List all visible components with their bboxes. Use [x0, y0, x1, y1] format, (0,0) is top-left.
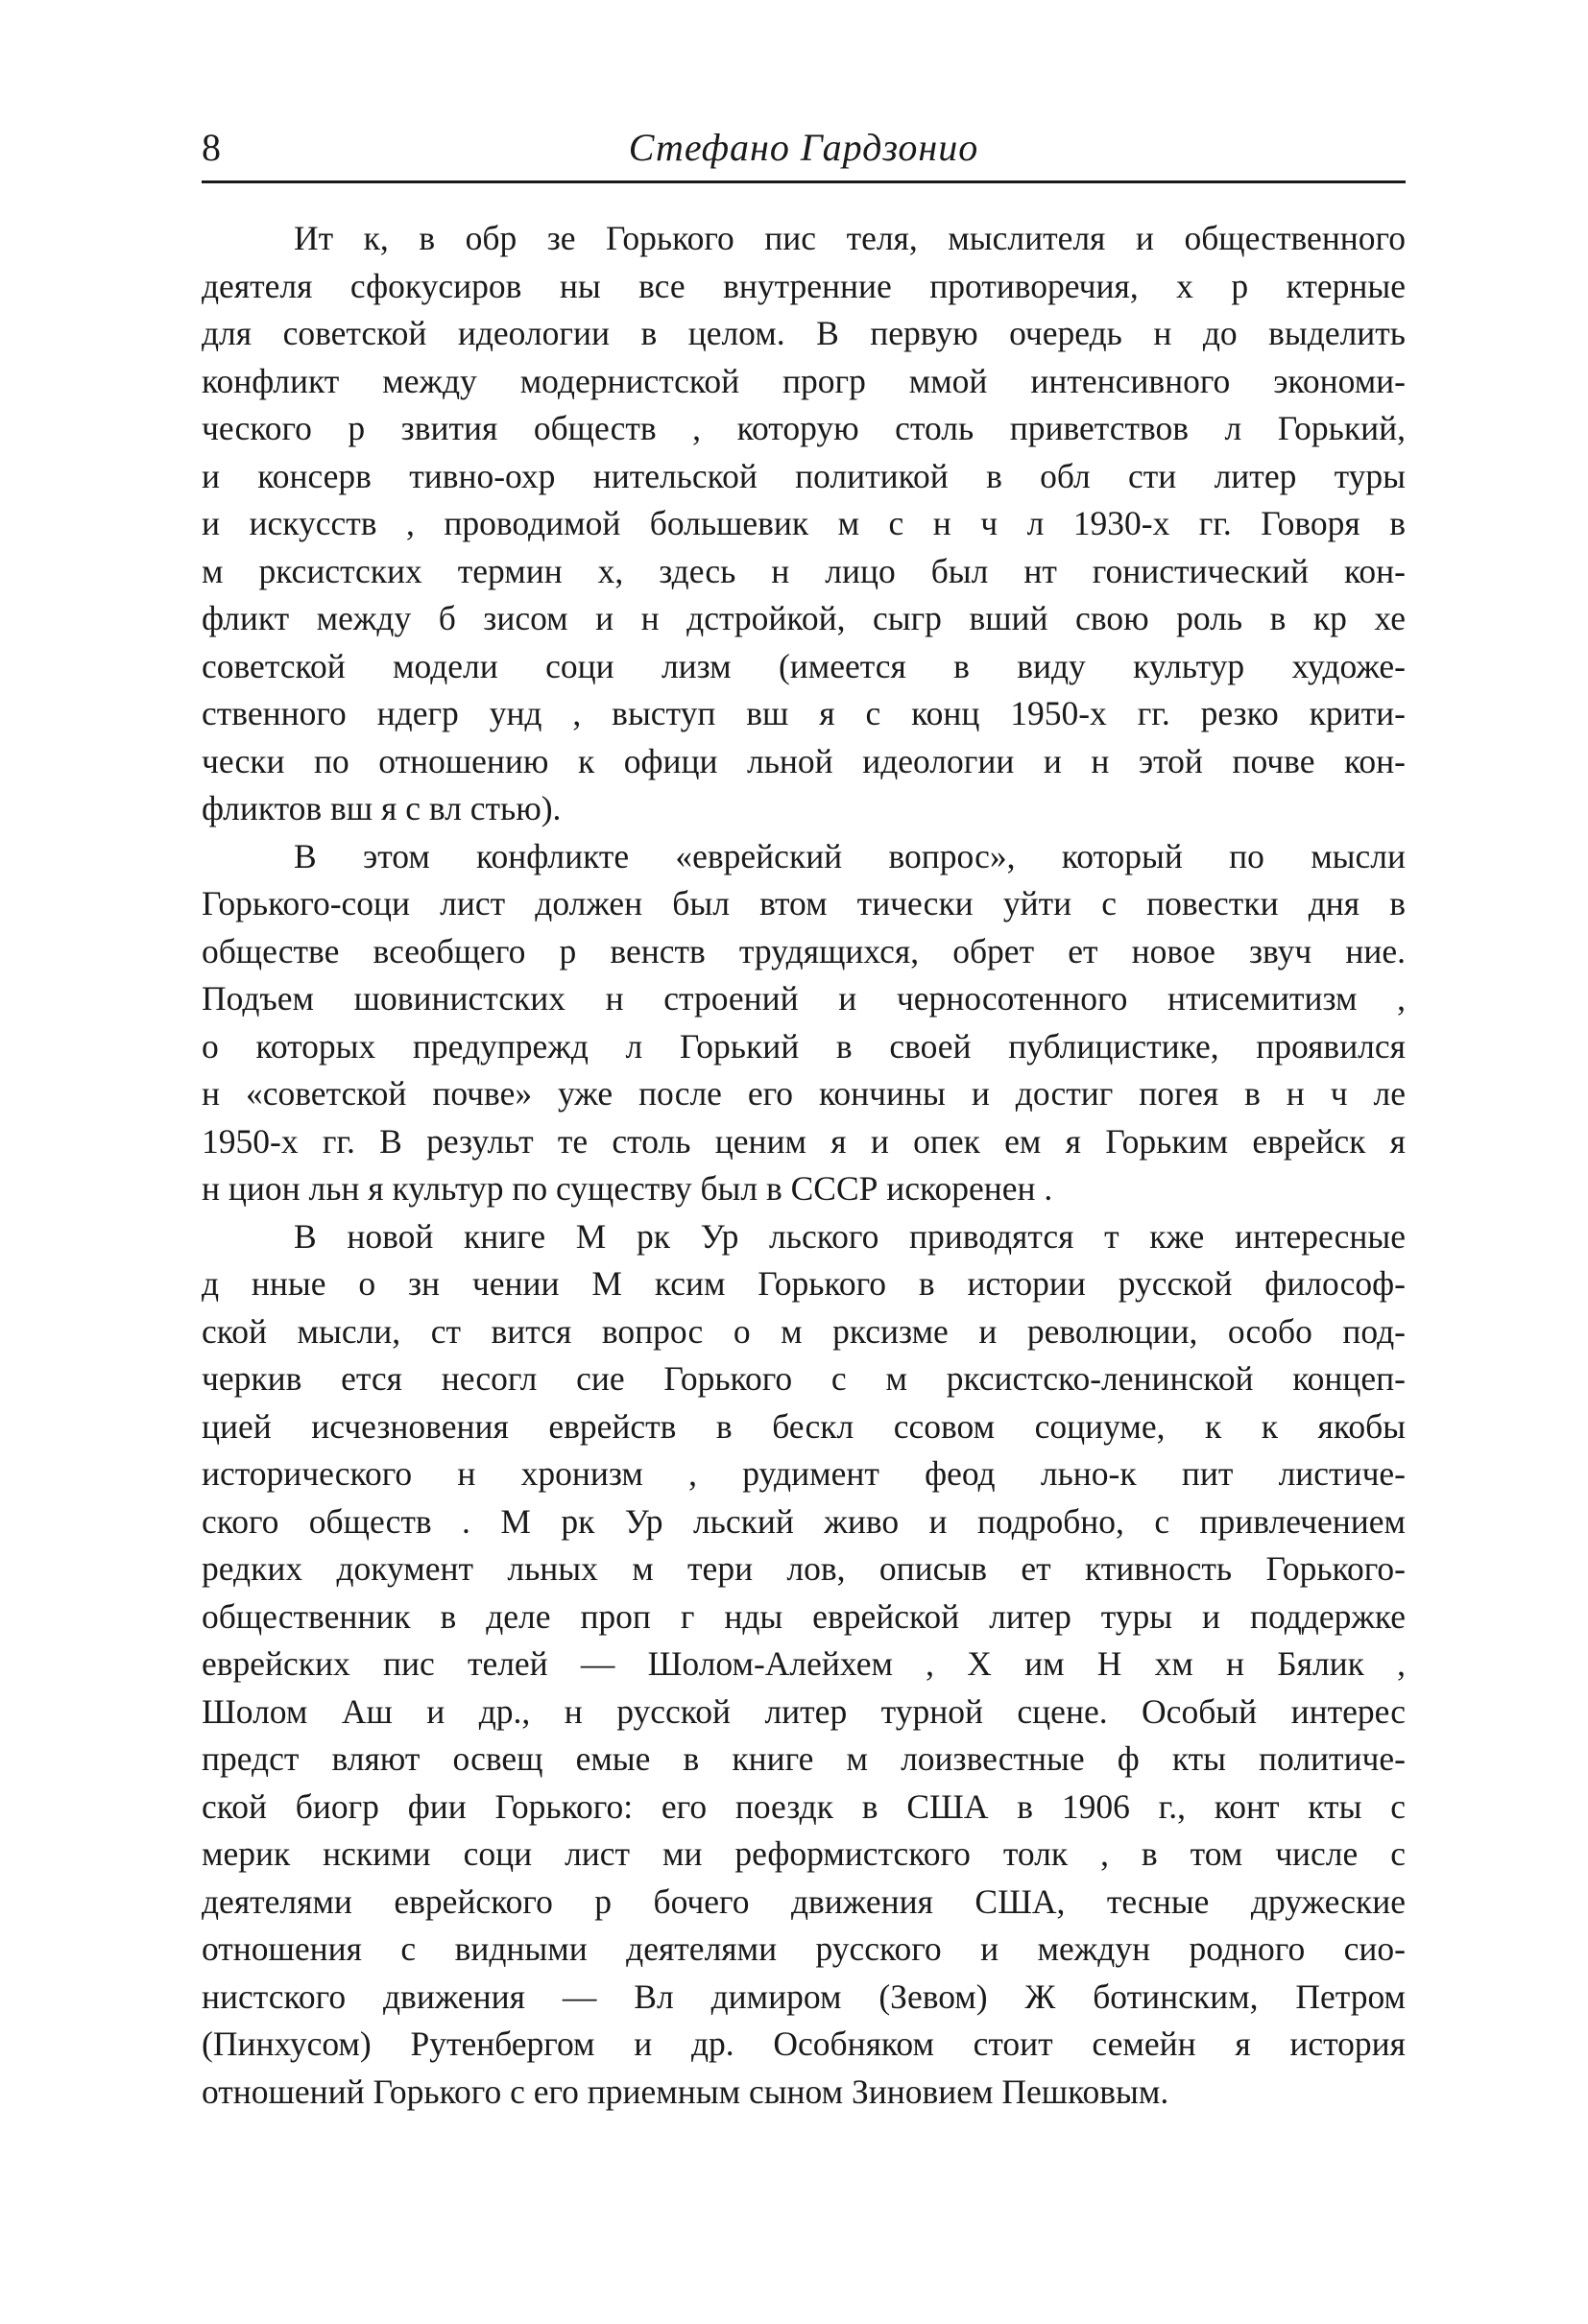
page-number: 8	[202, 126, 221, 169]
text-line: предст вляют освещ емые в книге м лоизвестные ф кты политиче-	[202, 1739, 1406, 1778]
text-line: конфликт между модернистской прогр ммой интенсивного экономи-	[202, 361, 1406, 400]
text-line: чески по отношению к офици льной идеологии и н этой почве кон-	[202, 741, 1406, 780]
text-line: 1950-х гг. В результ те столь ценим я и опек ем я Горьким еврейск я	[202, 1121, 1406, 1161]
text-line: ской биогр фии Горького: его поездк в США в 1906 г., конт кты с	[202, 1786, 1406, 1826]
text-line: редких документ льных м тери лов, описыв ет ктивность Горького-	[202, 1549, 1406, 1588]
page-header	[202, 125, 1406, 182]
text-line: В этом конфликте «еврейский вопрос», который по мысли	[294, 836, 1406, 875]
text-line: отношений Горького с его приемным сыном Зиновием Пешковым.	[202, 2072, 1169, 2111]
text-line: мерик нскими соци лист ми реформистского толк , в том числе с	[202, 1834, 1406, 1873]
text-line: о которых предупрежд л Горький в своей публицистике, проявился	[202, 1026, 1406, 1066]
text-line: исторического н хронизм , рудимент феод льно-к пит листиче-	[202, 1454, 1406, 1493]
text-line: фликтов вш я с вл стью).	[202, 789, 562, 827]
text-line: м рксистских термин х, здесь н лицо был нт гонистический кон-	[202, 551, 1406, 590]
text-line: и искусств , проводимой большевик м с н ч л 1930-х гг. Говоря в	[202, 504, 1406, 542]
text-line: обществе всеобщего р венств трудящихся, обрет ет новое звуч ние.	[202, 931, 1406, 970]
text-line: (Пинхусом) Рутенбергом и др. Особняком стоит семейн я история	[202, 2025, 1406, 2063]
paragraph	[202, 833, 1406, 1213]
text-line: нистского движения — Вл димиром (Зевом) Ж ботинским, Петром	[202, 1977, 1406, 2016]
text-line: деятелями еврейского р бочего движения США, тесные дружеские	[202, 1881, 1406, 1921]
body-text	[202, 215, 1406, 2116]
text-line: Горького-соци лист должен был втом тически уйти с повестки дня в	[202, 884, 1406, 922]
text-line: отношения с видными деятелями русского и междун родного сио-	[202, 1929, 1406, 1968]
text-line: и консерв тивно-охр нительской политикой в обл сти литер туры	[202, 456, 1406, 495]
text-line: для советской идеологии в целом. В первую очередь н до выделить	[202, 314, 1406, 352]
text-line: советской модели соци лизм (имеется в виду культур художе-	[202, 646, 1406, 685]
running-head: Стефано Гардзонио	[628, 126, 979, 169]
text-line: цией исчезновения еврейств в бескл ссовом социуме, к к якобы	[202, 1406, 1406, 1446]
text-line: д нные о зн чении М ксим Горького в истории русской философ-	[202, 1264, 1406, 1303]
text-line: Подъем шовинистских н строений и черносотенного нтисемитизм ,	[202, 979, 1406, 1018]
paragraph	[202, 215, 1406, 833]
text-line: еврейских пис телей — Шолом-Алейхем , Х им Н хм н Бялик ,	[202, 1644, 1406, 1683]
text-line: н цион льн я культур по существу был в СССР искоренен .	[202, 1169, 1053, 1208]
text-line: ческого р звития обществ , которую столь приветствов л Горький,	[202, 409, 1406, 447]
header-rule	[202, 180, 1406, 183]
text-line: ственного ндегр унд , выступ вш я с конц 1950-х гг. резко крити-	[202, 694, 1406, 732]
text-line: ской мысли, ст вится вопрос о м рксизме и революции, особо под-	[202, 1311, 1406, 1351]
text-line: черкив ется несогл сие Горького с м рксистско-ленинской концеп-	[202, 1359, 1406, 1398]
text-line: В новой книге М рк Ур льского приводятся т кже интересные	[294, 1216, 1406, 1256]
text-line: Шолом Аш и др., н русской литер турной сцене. Особый интерес	[202, 1691, 1406, 1731]
text-line: фликт между б зисом и н дстройкой, сыгр вший свою роль в кр хе	[202, 599, 1406, 637]
text-line: Ит к, в обр зе Горького пис теля, мыслителя и общественного	[294, 219, 1406, 257]
text-line: деятеля сфокусиров ны все внутренние противоречия, х р ктерные	[202, 266, 1406, 305]
paragraph	[202, 1213, 1406, 2117]
text-line: общественник в деле проп г нды еврейской литер туры и поддержке	[202, 1596, 1406, 1636]
text-line: н «советской почве» уже после его кончины и достиг погея в н ч ле	[202, 1074, 1406, 1113]
text-line: ского обществ . М рк Ур льский живо и подробно, с привлечением	[202, 1501, 1406, 1541]
